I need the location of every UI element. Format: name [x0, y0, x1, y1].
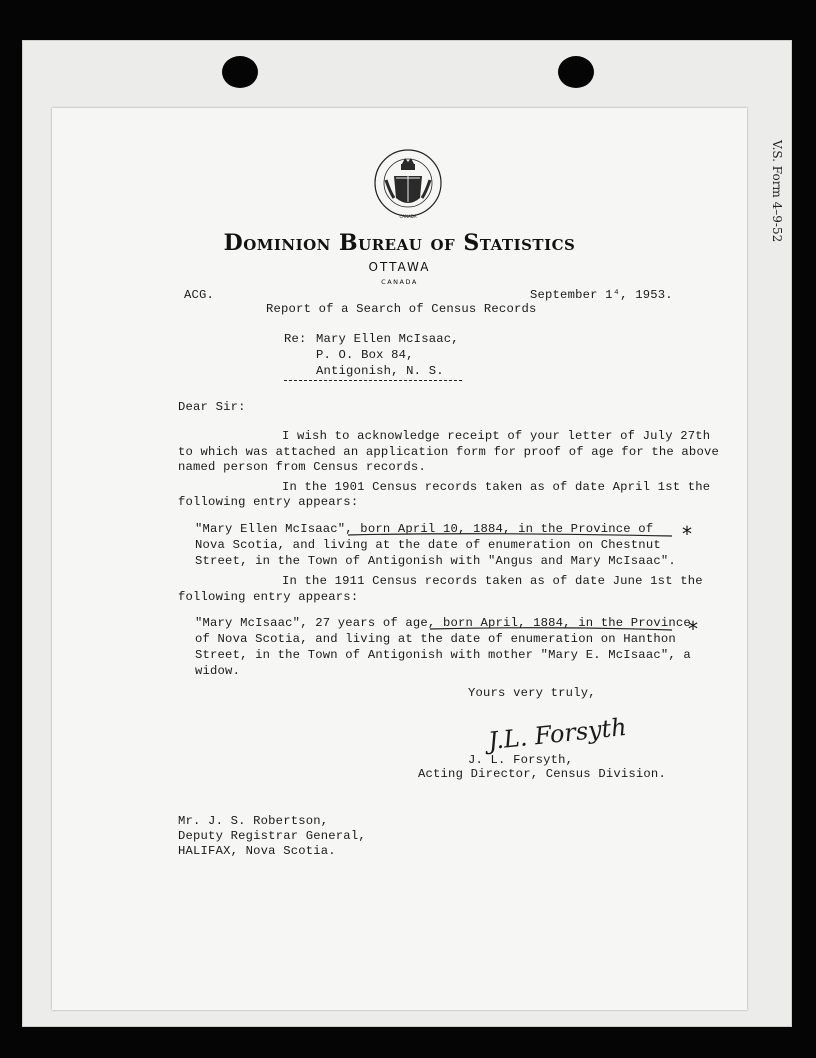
paragraph-line: I wish to acknowledge receipt of your letter of July 27th — [282, 429, 711, 443]
quote-line: "Mary McIsaac", 27 years of age, born April, 1884, in the Province — [195, 616, 691, 630]
reference-code: ACG. — [184, 288, 215, 302]
paragraph-line: In the 1901 Census records taken as of date April 1st the — [282, 480, 711, 494]
re-line: Antigonish, N. S. — [316, 364, 444, 378]
recipient-line: HALIFAX, Nova Scotia. — [178, 844, 336, 858]
paragraph-line: named person from Census records. — [178, 460, 426, 474]
city-label: OTTAWA — [368, 260, 431, 274]
quote-line: Street, in the Town of Antigonish with "Angus and Mary McIsaac". — [195, 554, 676, 568]
re-line: P. O. Box 84, — [316, 348, 414, 362]
quote-line: widow. — [195, 664, 241, 678]
paragraph-line: to which was attached an application form for proof of age for the above — [178, 445, 719, 459]
report-title: Report of a Search of Census Records — [266, 302, 537, 316]
quote-line: of Nova Scotia, and living at the date of enumeration on Hanthon — [195, 632, 676, 646]
paragraph-line: following entry appears: — [178, 590, 359, 604]
letter-date: September 1⁴, 1953. — [530, 288, 673, 302]
bureau-title: Dominion Bureau of Statistics — [223, 230, 576, 256]
quote-line: Nova Scotia, and living at the date of enumeration on Chestnut — [195, 538, 661, 552]
paragraph-line: In the 1911 Census records taken as of date June 1st the — [282, 574, 703, 588]
re-label: Re: — [284, 332, 307, 346]
margin-asterisk: * — [682, 522, 692, 546]
svg-text:CANADA: CANADA — [399, 214, 417, 219]
re-line: Mary Ellen McIsaac, — [316, 332, 459, 346]
quote-line: Street, in the Town of Antigonish with mother "Mary E. McIsaac", a — [195, 648, 691, 662]
paragraph-line: following entry appears: — [178, 495, 359, 509]
side-form-label: V.S. Form 4–9-52 — [770, 140, 784, 243]
recipient-line: Mr. J. S. Robertson, — [178, 814, 329, 828]
signer-title: Acting Director, Census Division. — [418, 767, 666, 781]
signature: J.L. Forsyth — [486, 712, 628, 756]
pen-underline-marks — [52, 108, 747, 708]
closing: Yours very truly, — [468, 686, 596, 700]
margin-asterisk: * — [688, 617, 698, 641]
quote-line: "Mary Ellen McIsaac", born April 10, 1884, in the Province of — [195, 522, 654, 536]
signer-name: J. L. Forsyth, — [468, 753, 574, 767]
country-label: CANADA — [381, 278, 418, 286]
salutation: Dear Sir: — [178, 400, 246, 414]
letter-page — [52, 108, 747, 1010]
recipient-line: Deputy Registrar General, — [178, 829, 366, 843]
